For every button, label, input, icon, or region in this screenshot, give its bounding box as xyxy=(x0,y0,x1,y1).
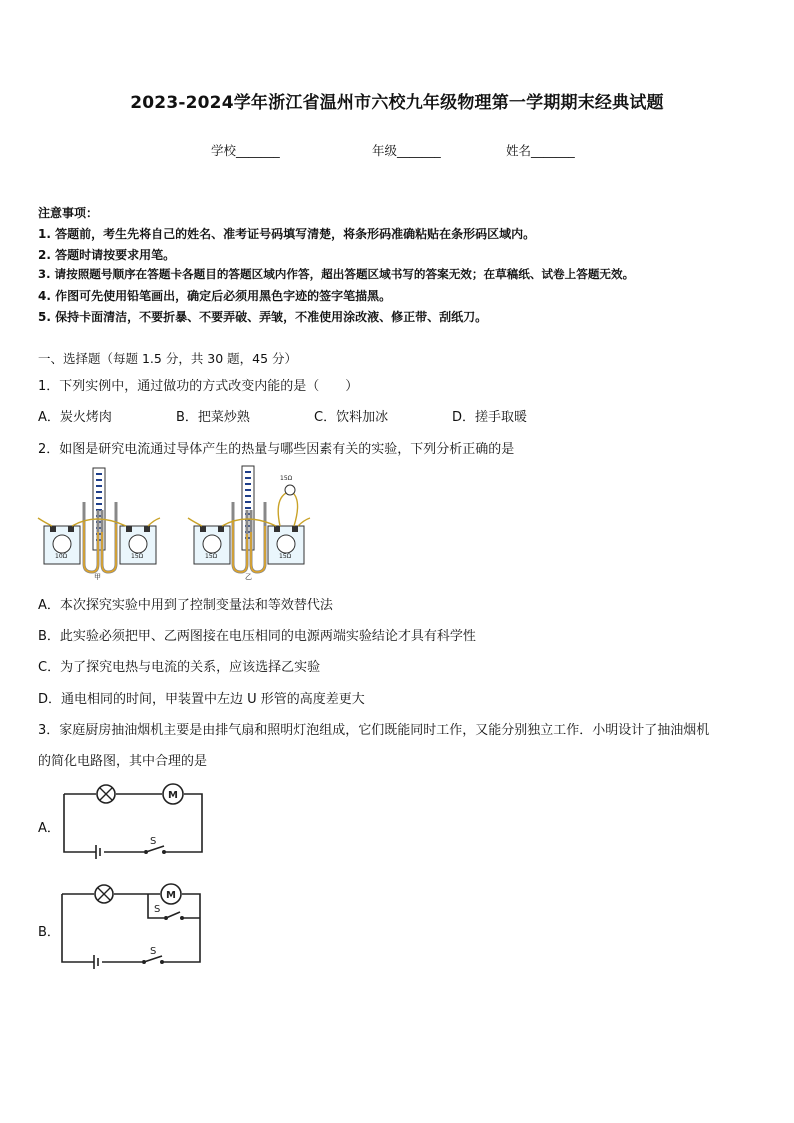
question-2-option-c: C．为了探究电热与电流的关系，应该选择乙实验 xyxy=(38,660,321,675)
question-2-stem: 2．如图是研究电流通过导体产生的热量与哪些因素有关的实验，下列分析正确的是 xyxy=(38,442,515,457)
question-2-option-d: D．通电相同的时间，甲装置中左边 U 形管的高度差更大 xyxy=(38,692,365,707)
section-heading: 一、选择题（每题 1.5 分，共 30 题，45 分） xyxy=(38,351,298,366)
note-item: 4. 作图可先使用铅笔画出，确定后必须用黑色字迹的签字笔描黑。 xyxy=(38,289,392,303)
circuit-diagram-a xyxy=(60,782,206,864)
question-3-stem-line-2: 的简化电路图，其中合理的是 xyxy=(38,754,208,769)
motor-label: M xyxy=(168,790,178,801)
question-1-option-d: D．搓手取暖 xyxy=(452,410,528,425)
question-2-option-b: B．此实验必须把甲、乙两图接在电压相同的电源两端实验结论才具有科学性 xyxy=(38,629,476,644)
question-3-stem-line-1: 3．家庭厨房抽油烟机主要是由排气扇和照明灯泡组成，它们既能同时工作，又能分别独立工作．小明设计了抽油烟机 xyxy=(38,723,710,738)
resistor-label: 10Ω xyxy=(55,553,68,560)
question-3-option-a-label: A． xyxy=(38,821,60,836)
switch-label: S xyxy=(154,904,161,915)
grade-field: 年级_______ xyxy=(372,143,441,158)
resistor-label: 15Ω xyxy=(131,553,144,560)
name-field: 姓名_______ xyxy=(506,143,575,158)
question-1-option-a: A．炭火烤肉 xyxy=(38,410,112,425)
resistor-label: 15Ω xyxy=(279,553,292,560)
switch-label: S xyxy=(150,836,157,847)
apparatus-right xyxy=(188,466,310,581)
circuit-diagram-b xyxy=(58,880,206,972)
school-field: 学校_______ xyxy=(211,143,280,158)
page-title: 2023-2024学年浙江省温州市六校九年级物理第一学期期末经典试题 xyxy=(130,93,664,113)
motor-label: M xyxy=(166,890,176,901)
question-1-option-c: C．饮料加冰 xyxy=(314,410,389,425)
switch-label: S xyxy=(150,946,157,957)
figure-caption-left: 甲 xyxy=(94,573,101,581)
question-1-option-b: B．把菜炒熟 xyxy=(176,410,250,425)
note-item: 1. 答题前，考生先将自己的姓名、准考证号码填写清楚，将条形码准确粘贴在条形码区域内。 xyxy=(38,227,536,241)
figure-caption-right: 乙 xyxy=(245,573,252,581)
notes-heading: 注意事项： xyxy=(38,206,99,220)
apparatus-left xyxy=(38,468,160,581)
resistor-label: 15Ω xyxy=(280,475,293,482)
note-item: 5. 保持卡面清洁，不要折暴、不要弄破、弄皱，不准使用涂改液、修正带、刮纸刀。 xyxy=(38,310,488,324)
note-item: 2. 答题时请按要求用笔。 xyxy=(38,248,176,262)
note-item: 3. 请按照题号顺序在答题卡各题目的答题区域内作答，超出答题区域书写的答案无效；在草稿纸、试卷上答题无效。 xyxy=(38,267,635,281)
question-3-option-b-label: B． xyxy=(38,925,60,940)
question-2-option-a: A．本次探究实验中用到了控制变量法和等效替代法 xyxy=(38,598,333,613)
resistor-label: 15Ω xyxy=(205,553,218,560)
joule-heat-experiment-figure xyxy=(36,462,326,586)
question-1-stem: 1．下列实例中，通过做功的方式改变内能的是（ ） xyxy=(38,379,359,394)
